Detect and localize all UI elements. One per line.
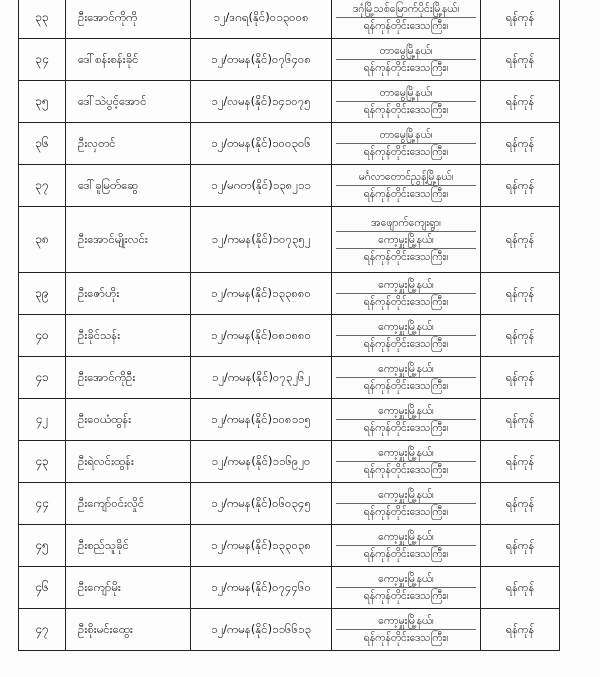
address-line: တာမွေမြို့နယ်၊ [336, 43, 476, 60]
member-name: ဦးစိုးမင်းထွေး [66, 609, 191, 651]
region-cell: ရန်ကုန် [481, 165, 560, 207]
row-number: ၃၄ [19, 39, 66, 81]
member-name: ဦးကျော်မိုး [66, 567, 191, 609]
address-cell [332, 123, 481, 165]
region-cell: ရန်ကုန် [481, 0, 560, 39]
region-cell: ရန်ကုန် [481, 399, 560, 441]
member-name: ဦးဝေယံထွန်း [66, 399, 191, 441]
row-number: ၄၇ [19, 609, 66, 651]
region-cell: ရန်ကုန် [481, 273, 560, 315]
row-number: ၃၈ [19, 207, 66, 273]
address-cell [332, 609, 481, 651]
address-cell [332, 525, 481, 567]
nrc-number: ၁၂/ကမန(နိုင်)၁၁၆၆၁၃ [191, 609, 332, 651]
address-cell [332, 315, 481, 357]
member-name: ဦးရဲလင်းထွန်း [66, 441, 191, 483]
region-cell: ရန်ကုန် [481, 567, 560, 609]
region-cell: ရန်ကုန် [481, 357, 560, 399]
region-cell: ရန်ကုန် [481, 315, 560, 357]
row-number: ၃၃ [19, 0, 66, 39]
table-row [19, 441, 560, 483]
table-row [19, 39, 560, 81]
region-cell: ရန်ကုန် [481, 609, 560, 651]
table-row [19, 81, 560, 123]
address-line: ကော့မှူးမြို့နယ်၊ [336, 487, 476, 504]
table-row [19, 357, 560, 399]
address-line: ရန်ကုန်တိုင်းဒေသကြီး။ [363, 632, 449, 644]
table-row [19, 525, 560, 567]
row-number: ၃၆ [19, 123, 66, 165]
region-cell: ရန်ကုန် [481, 123, 560, 165]
row-number: ၄၁ [19, 357, 66, 399]
member-name: ဦးဇော်ဟိုး [66, 273, 191, 315]
table-row [19, 273, 560, 315]
region-cell: ရန်ကုန် [481, 441, 560, 483]
table-row [19, 123, 560, 165]
address-line: ကော့မှူးမြို့နယ်၊ [336, 361, 476, 378]
member-table [18, 0, 560, 651]
member-name: ဒေါ်စန်းစန်းခိုင် [66, 39, 191, 81]
address-line: ရန်ကုန်တိုင်းဒေသကြီး။ [363, 422, 449, 434]
address-line: ရန်ကုန်တိုင်းဒေသကြီး။ [363, 380, 449, 392]
address-line: ကော့မှူးမြို့နယ်၊ [336, 403, 476, 420]
nrc-number: ၁၂/ဒဂရ(နိုင်)၀၁၃၀၀၈ [191, 0, 332, 39]
row-number: ၃၉ [19, 273, 66, 315]
region-cell: ရန်ကုန် [481, 39, 560, 81]
address-line: ကော့မှူးမြို့နယ်၊ [336, 277, 476, 294]
member-name: ဦးစည်သူခိုင် [66, 525, 191, 567]
row-number: ၄၅ [19, 525, 66, 567]
member-name: ဦးလှတင် [66, 123, 191, 165]
nrc-number: ၁၂/လမန(နိုင်)၁၄၁၀၇၅ [191, 81, 332, 123]
address-cell [332, 399, 481, 441]
nrc-number: ၁၂/ကမန(နိုင်)၀၇၄၄၆၀ [191, 567, 332, 609]
table-row [19, 483, 560, 525]
row-number: ၃၅ [19, 81, 66, 123]
member-name: ဦးခိုင်သန်း [66, 315, 191, 357]
nrc-number: ၁၂/ကမန(နိုင်)၀၇၃၂၆၂ [191, 357, 332, 399]
nrc-number: ၁၂/ကမန(နိုင်)၁၀၈၁၁၅ [191, 399, 332, 441]
row-number: ၄၀ [19, 315, 66, 357]
address-cell [332, 207, 481, 273]
nrc-number: ၁၂/ကမန(နိုင်)၁၃၃၈၈၀ [191, 273, 332, 315]
row-number: ၄၂ [19, 399, 66, 441]
address-line: ရန်ကုန်တိုင်းဒေသကြီး။ [363, 20, 449, 32]
address-line: ရန်ကုန်တိုင်းဒေသကြီး။ [363, 146, 449, 158]
address-cell [332, 165, 481, 207]
nrc-number: ၁၂/မဂတ(နိုင်)၁၃၈၂၁၁ [191, 165, 332, 207]
nrc-number: ၁၂/တမန(နိုင်)၀၇၆၄၀၈ [191, 39, 332, 81]
member-name: ဒေါ်ခူမြတ်ဆွေ [66, 165, 191, 207]
table-row [19, 609, 560, 651]
address-cell [332, 567, 481, 609]
address-line: ရန်ကုန်တိုင်းဒေသကြီး။ [363, 590, 449, 602]
address-line: ရန်ကုန်တိုင်းဒေသကြီး။ [363, 250, 449, 263]
nrc-number: ၁၂/ကမန(နိုင်)၁၁၆၉၂၀ [191, 441, 332, 483]
address-line: ရန်ကုန်တိုင်းဒေသကြီး။ [363, 188, 449, 200]
address-line: အဖျောက်ကျေးရွာ၊ [336, 215, 476, 232]
address-line: ရန်ကုန်တိုင်းဒေသကြီး။ [363, 104, 449, 116]
member-name: ဦးအောင်မျိုးလင်း [66, 207, 191, 273]
table-row [19, 165, 560, 207]
address-line: ကော့မှူးမြို့နယ်၊ [336, 571, 476, 588]
address-line: ရန်ကုန်တိုင်းဒေသကြီး။ [363, 548, 449, 560]
address-cell [332, 483, 481, 525]
address-cell [332, 81, 481, 123]
region-cell: ရန်ကုန် [481, 207, 560, 273]
address-line: ရန်ကုန်တိုင်းဒေသကြီး။ [363, 62, 449, 74]
address-line: ကော့မှူးမြို့နယ်၊ [336, 319, 476, 336]
table-row [19, 399, 560, 441]
row-number: ၃၇ [19, 165, 66, 207]
table-row [19, 0, 560, 39]
region-cell: ရန်ကုန် [481, 81, 560, 123]
row-number: ၄၃ [19, 441, 66, 483]
table-row [19, 567, 560, 609]
nrc-number: ၁၂/ကမန(နိုင်)၀၆၀၃၄၅ [191, 483, 332, 525]
address-cell [332, 39, 481, 81]
member-name: ဦးကျော်ဝင်းလှိုင် [66, 483, 191, 525]
address-cell [332, 0, 481, 39]
address-line: ကော့မှူးမြို့နယ်၊ [336, 232, 476, 249]
address-cell [332, 273, 481, 315]
member-name: ဦးအောင်ကိုကို [66, 0, 191, 39]
address-line: ဒဂုံမြို့သစ်မြောက်ပိုင်းမြို့နယ်၊ [336, 1, 476, 18]
address-line: မင်္ဂလာတောင်ညွန့်မြို့နယ်၊ [336, 169, 476, 186]
member-table-body [19, 0, 560, 651]
table-row [19, 315, 560, 357]
table-row [19, 207, 560, 273]
address-cell [332, 357, 481, 399]
nrc-number: ၁၂/ကမန(နိုင်)၁၀၇၃၅၂ [191, 207, 332, 273]
address-line: တာမွေမြို့နယ်၊ [336, 85, 476, 102]
address-cell [332, 441, 481, 483]
address-line: ရန်ကုန်တိုင်းဒေသကြီး။ [363, 464, 449, 476]
row-number: ၄၆ [19, 567, 66, 609]
nrc-number: ၁၂/ကမန(နိုင်)၀၈၁၈၈၀ [191, 315, 332, 357]
address-line: ကော့မှူးမြို့နယ်၊ [336, 613, 476, 630]
address-line: ရန်ကုန်တိုင်းဒေသကြီး။ [363, 338, 449, 350]
address-line: ရန်ကုန်တိုင်းဒေသကြီး။ [363, 296, 449, 308]
address-line: တာမွေမြို့နယ်၊ [336, 127, 476, 144]
address-line: ကော့မှူးမြို့နယ်၊ [336, 445, 476, 462]
nrc-number: ၁၂/တမန(နိုင်)၁၀၀၃၀၆ [191, 123, 332, 165]
nrc-number: ၁၂/ကမန(နိုင်)၁၃၃၀၃၈ [191, 525, 332, 567]
row-number: ၄၄ [19, 483, 66, 525]
member-name: ဒေါ်သဲပွင့်အောင် [66, 81, 191, 123]
address-line: ရန်ကုန်တိုင်းဒေသကြီး။ [363, 506, 449, 518]
member-name: ဦးအောင်ကိုဦး [66, 357, 191, 399]
region-cell: ရန်ကုန် [481, 525, 560, 567]
region-cell: ရန်ကုန် [481, 483, 560, 525]
address-line: ကော့မှူးမြို့နယ်၊ [336, 529, 476, 546]
